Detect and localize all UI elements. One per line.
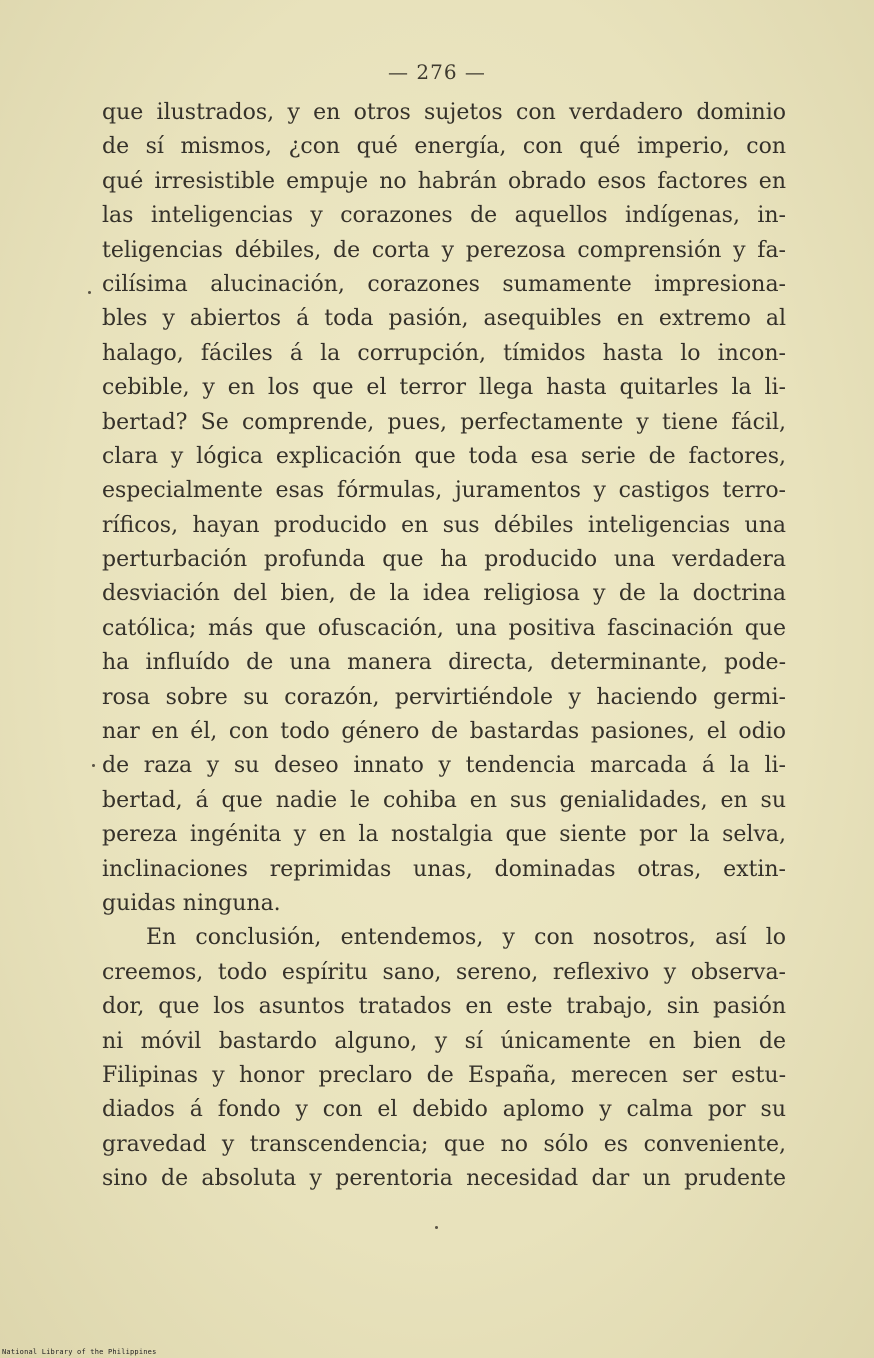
- text-line: bles y abiertos á toda pasión, asequibles en extremo al: [102, 306, 786, 332]
- text-line: pereza ingénita y en la nostalgia que siente por la selva,: [102, 822, 786, 848]
- text-line: En conclusión, entendemos, y con nosotros, así lo: [146, 925, 786, 951]
- text-line: dor, que los asuntos tratados en este trabajo, sin pasión: [102, 994, 786, 1020]
- text-line: ríficos, hayan producido en sus débiles inteligencias una: [102, 512, 786, 538]
- text-line: creemos, todo espíritu sano, sereno, reflexivo y observa-: [102, 959, 786, 985]
- text-line: perturbación profunda que ha producido una verdadera: [102, 547, 786, 573]
- text-line: guidas ninguna.: [102, 890, 281, 916]
- text-line: de sí mismos, ¿con qué energía, con qué imperio, con: [102, 134, 786, 160]
- text-line: cebible, y en los que el terror llega hasta quitarles la li-: [102, 375, 786, 401]
- text-line: desviación del bien, de la idea religiosa y de la doctrina: [102, 581, 786, 607]
- text-line: que ilustrados, y en otros sujetos con verdadero dominio: [102, 100, 786, 125]
- text-line: las inteligencias y corazones de aquellos indígenas, in-: [102, 203, 786, 229]
- text-line: clara y lógica explicación que toda esa serie de factores,: [102, 443, 786, 469]
- text-line: halago, fáciles á la corrupción, tímidos hasta lo incon-: [102, 340, 786, 366]
- library-credit: National Library of the Philippines: [2, 1348, 157, 1356]
- text-line: bertad, á que nadie le cohiba en sus genialidades, en su: [102, 787, 786, 813]
- text-line: de raza y su deseo innato y tendencia marcada á la li-: [102, 753, 786, 779]
- text-line: católica; más que ofuscación, una positiva fascinación que: [102, 615, 786, 641]
- text-line: especialmente esas fórmulas, juramentos y castigos terro-: [102, 478, 786, 504]
- text-line: inclinaciones reprimidas unas, dominadas otras, extin-: [102, 856, 786, 882]
- text-line: Filipinas y honor preclaro de España, merecen ser estu-: [102, 1062, 786, 1088]
- body-text: [102, 96, 786, 1197]
- text-line: sino de absoluta y perentoria necesidad dar un prudente: [102, 1166, 786, 1192]
- text-line: diados á fondo y con el debido aplomo y calma por su: [102, 1097, 786, 1123]
- text-line: ni móvil bastardo alguno, y sí únicamente en bien de: [102, 1028, 786, 1054]
- text-line: teligencias débiles, de corta y perezosa comprensión y fa-: [102, 237, 786, 263]
- print-speck: [435, 1226, 438, 1229]
- text-line: cilísima alucinación, corazones sumamente impresiona-: [102, 271, 786, 297]
- text-line: nar en él, con todo género de bastardas pasiones, el odio: [102, 719, 786, 745]
- text-line: qué irresistible empuje no habrán obrado esos factores en: [102, 168, 786, 194]
- text-line: rosa sobre su corazón, pervirtiéndole y haciendo germi-: [102, 684, 786, 710]
- print-speck: [92, 764, 95, 767]
- page-number: — 276 —: [388, 60, 486, 84]
- text-line: gravedad y transcendencia; que no sólo es conveniente,: [102, 1131, 786, 1157]
- text-line: ha influído de una manera directa, determinante, pode-: [102, 650, 786, 676]
- text-line: bertad? Se comprende, pues, perfectamente y tiene fácil,: [102, 409, 786, 435]
- print-speck: [88, 291, 91, 294]
